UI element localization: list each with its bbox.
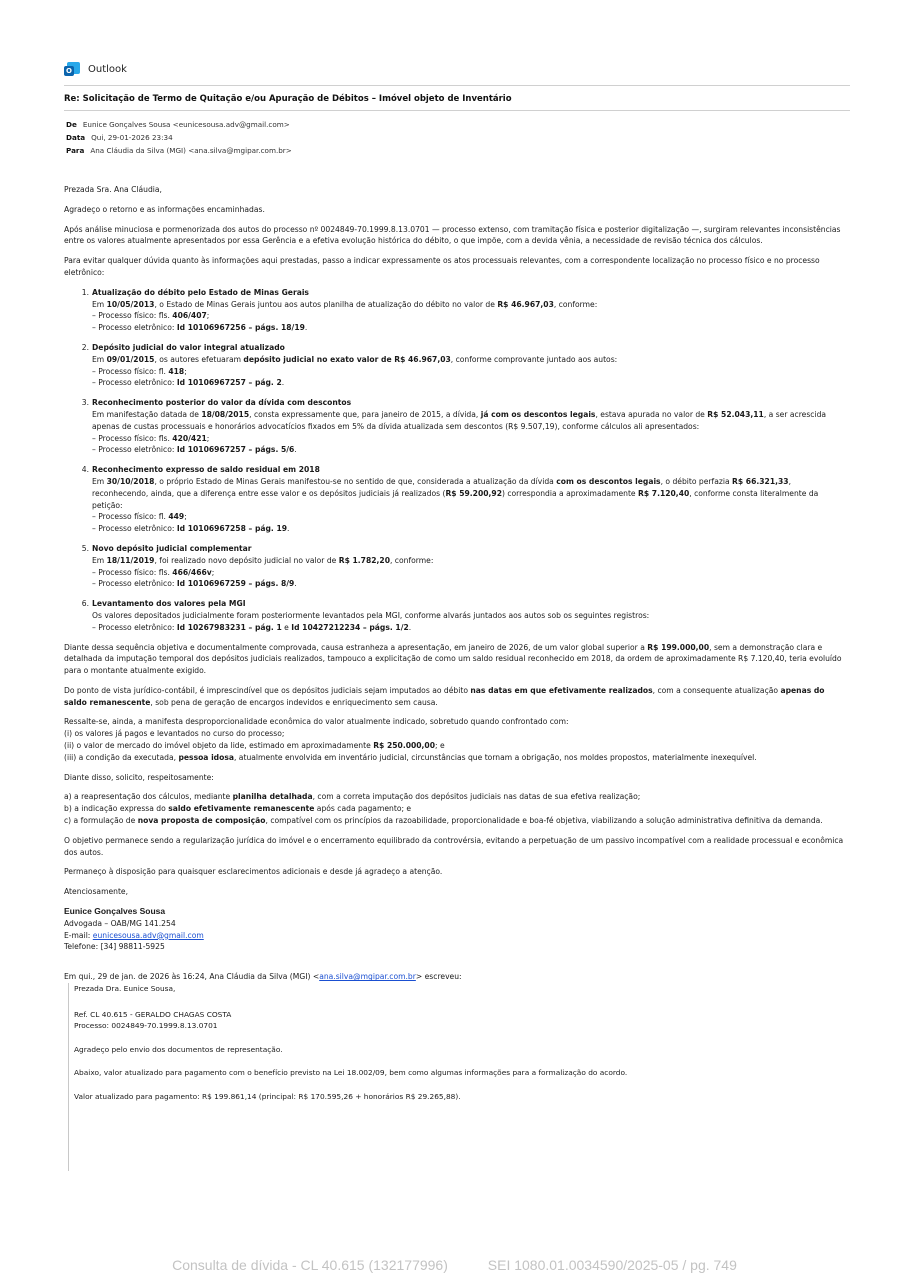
greeting: Prezada Sra. Ana Cláudia,: [64, 185, 162, 194]
signature-name: Eunice Gonçalves Sousa: [64, 906, 166, 917]
paragraph: Ressalte-se, ainda, a manifesta desproporcionalidade econômica do valor atualmente indicado, sobretudo quando confrontado com: (i) os valores já pagos e levantados no curso do processo; (ii) o valor de mercado do imóvel objeto da lide, estimado em aproximadamente R$ 250.000,00; e (iii) a condição da executada, pessoa idosa, atualmente envolvida em inventário judicial, circunstâncias que tornam a obrigação, nos moldes propostos, materialmente inexequível.: [64, 717, 757, 762]
list-item: 2. Depósito judicial do valor integral atualizado Em 09/01/2015, os autores efetuaram depósito judicial no exato valor de R$ 46.967,03, conforme comprovante juntado aos autos: – Processo físico: fl. 418; – Processo eletrônico: Id 10106967257 – pág. 2.: [64, 342, 848, 389]
to-label: Para: [66, 146, 85, 155]
item-title: Novo depósito judicial complementar: [92, 543, 252, 553]
quote-header: Em qui., 29 de jan. de 2026 às 16:24, Ana Cláudia da Silva (MGI) <ana.silva@mgipar.com.br> escreveu:: [64, 972, 462, 982]
date-label: Data: [66, 133, 86, 142]
item-title: Reconhecimento posterior do valor da dívida com descontos: [92, 398, 352, 408]
quoted-line: Ref. CL 40.615 - GERALDO CHAGAS COSTA: [74, 1009, 232, 1019]
paragraph: Para evitar qualquer dúvida quanto às informações aqui prestadas, passo a indicar expressamente os atos processuais relevantes, com a correspondente localização no processo físico e no processo eletrônico:: [64, 256, 820, 277]
paragraph: a) a reapresentação dos cálculos, mediante planilha detalhada, com a correta imputação dos depósitos judiciais nas datas de sua efetiva realização; b) a indicação expressa do saldo efetivamente remanescente após cada pagamento; e c) a formulação de nova proposta de composição, compatível com os princípios da razoabilidade, proporcionalidade e boa-fé objetiva, viabilizando a solução administrativa definitiva da demanda.: [64, 792, 823, 826]
paragraph: Permaneço à disposição para quaisquer esclarecimentos adicionais e desde já agradeço a atenção.: [64, 867, 443, 877]
quoted-email-link[interactable]: ana.silva@mgipar.com.br: [319, 972, 416, 982]
page-footer: [0, 1257, 909, 1273]
paragraph: O objetivo permanece sendo a regularização jurídica do imóvel e o encerramento equilibrado da controvérsia, evitando a perpetuação de um passivo incompatível com a realidade processual e econômica dos autos.: [64, 835, 844, 857]
signature: [64, 906, 848, 953]
item-title: Atualização do débito pelo Estado de Minas Gerais: [92, 287, 309, 297]
email-link[interactable]: eunicesousa.adv@gmail.com: [92, 930, 204, 940]
item-title: Levantamento dos valores pela MGI: [92, 599, 246, 609]
quoted-line: Processo: 0024849-70.1999.8.13.0701: [74, 1021, 218, 1031]
app-name: Outlook: [88, 63, 127, 75]
app-header: [64, 60, 127, 78]
paragraph: Após análise minuciosa e pormenorizada dos autos do processo nº 0024849-70.1999.8.13.0701 — processo extenso, com tramitação física e posterior digitalização —, surgiram relevantes inconsistências entre os valores atualmente apresentados por essa Gerência e a efetiva evolução histórica do débito, o que impõe, com a devida vênia, a necessidade de revisão técnica dos cálculos.: [64, 224, 841, 246]
divider: [64, 85, 850, 86]
signature-phone: Telefone: [34] 98811-5925: [64, 942, 165, 952]
quoted-line: Prezada Dra. Eunice Sousa,: [74, 984, 176, 994]
signature-role: Advogada – OAB/MG 141.254: [64, 918, 176, 928]
list-item: 1. Atualização do débito pelo Estado de Minas Gerais Em 10/05/2013, o Estado de Minas Gerais juntou aos autos planilha de atualização do débito no valor de R$ 46.967,03, conforme: – Processo físico: fls. 406/407; – Processo eletrônico: Id 10106967256 – págs. 18/19.: [64, 287, 848, 334]
footer-left: Consulta de dívida - CL 40.615 (132177996): [172, 1257, 448, 1273]
quoted-line: Agradeço pelo envio dos documentos de representação.: [74, 1044, 283, 1054]
date-value: Qui, 29-01-2026 23:34: [91, 133, 173, 142]
outlook-icon: O: [64, 61, 80, 77]
list-item: 6. Levantamento dos valores pela MGI Os valores depositados judicialmente foram posteriormente levantados pela MGI, conforme alvarás juntados aos autos sob os seguintes registros: – Processo eletrônico: Id 10267983231 – pág. 1 e Id 10427212234 – págs. 1/2.: [64, 598, 848, 633]
date-row: [66, 133, 173, 142]
email-body: [64, 184, 848, 1171]
to-value[interactable]: Ana Cláudia da Silva (MGI) <ana.silva@mgipar.com.br>: [90, 146, 292, 155]
signature-email: E-mail: eunicesousa.adv@gmail.com: [64, 930, 204, 940]
email-subject: Re: Solicitação de Termo de Quitação e/ou Apuração de Débitos – Imóvel objeto de Inventário: [64, 94, 512, 104]
paragraph: Do ponto de vista jurídico-contábil, é imprescindível que os depósitos judiciais sejam imputados ao débito nas datas em que efetivamente realizados, com a consequente atualização apenas do saldo remanescente, sob pena de geração de encargos indevidos e enriquecimento sem causa.: [64, 685, 825, 707]
footer-right: SEI 1080.01.0034590/2025-05 / pg. 749: [487, 1257, 737, 1273]
list-item: 3. Reconhecimento posterior do valor da dívida com descontos Em manifestação datada de 18/08/2015, consta expressamente que, para janeiro de 2015, a dívida, já com os descontos legais, estava apurada no valor de R$ 52.043,11, a ser acrescida apenas de custas processuais e honorários advocatícios fixados em 5% da dívida atualizada sem descontos (R$ 9.507,19), conforme cálculos ali apresentados: – Processo físico: fls. 420/421; – Processo eletrônico: Id 10106967257 – págs. 5/6.: [64, 397, 848, 456]
paragraph: Diante dessa sequência objetiva e documentalmente comprovada, causa estranheza a apresentação, em janeiro de 2026, de um valor global superior a R$ 199.000,00, sem a demonstração clara e detalhada da imputação temporal dos depósitos judiciais realizados, tampouco a explicitação de como um saldo residual reconhecido em 2018, da ordem de aproximadamente R$ 7.120,40, teria evoluído para o montante atualmente exigido.: [64, 642, 842, 676]
list-item: 4. Reconhecimento expresso de saldo residual em 2018 Em 30/10/2018, o próprio Estado de Minas Gerais manifestou-se no sentido de que, considerada a atualização da dívida com os descontos legais, o débito perfazia R$ 66.321,33, reconhecendo, ainda, que a diferença entre esse valor e os depósitos judiciais já realizados (R$ 59.200,92) correspondia a aproximadamente R$ 7.120,40, conforme consta literalmente da petição: – Processo físico: fl. 449; – Processo eletrônico: Id 10106967258 – pág. 19.: [64, 464, 848, 535]
from-row: [66, 120, 290, 129]
quoted-message: [68, 983, 848, 1171]
closing: Atenciosamente,: [64, 887, 129, 897]
paragraph: Diante disso, solicito, respeitosamente:: [64, 772, 214, 782]
from-label: De: [66, 120, 77, 129]
to-row: [66, 146, 292, 155]
item-title: Depósito judicial do valor integral atualizado: [92, 342, 285, 352]
list-item: 5. Novo depósito judicial complementar Em 18/11/2019, foi realizado novo depósito judicial no valor de R$ 1.782,20, conforme: – Processo físico: fls. 466/466v; – Processo eletrônico: Id 10106967259 – págs. 8/9.: [64, 543, 848, 590]
quoted-line: Valor atualizado para pagamento: R$ 199.861,14 (principal: R$ 170.595,26 + honorários R$ 29.265,88).: [74, 1092, 461, 1101]
item-title: Reconhecimento expresso de saldo residual em 2018: [92, 465, 320, 475]
quoted-line: Abaixo, valor atualizado para pagamento com o benefício previsto na Lei 18.002/09, bem como algumas informações para a formalização do acordo.: [74, 1068, 628, 1078]
divider: [64, 110, 850, 111]
paragraph: Agradeço o retorno e as informações encaminhadas.: [64, 204, 265, 214]
from-value[interactable]: Eunice Gonçalves Sousa <eunicesousa.adv@gmail.com>: [82, 120, 290, 129]
